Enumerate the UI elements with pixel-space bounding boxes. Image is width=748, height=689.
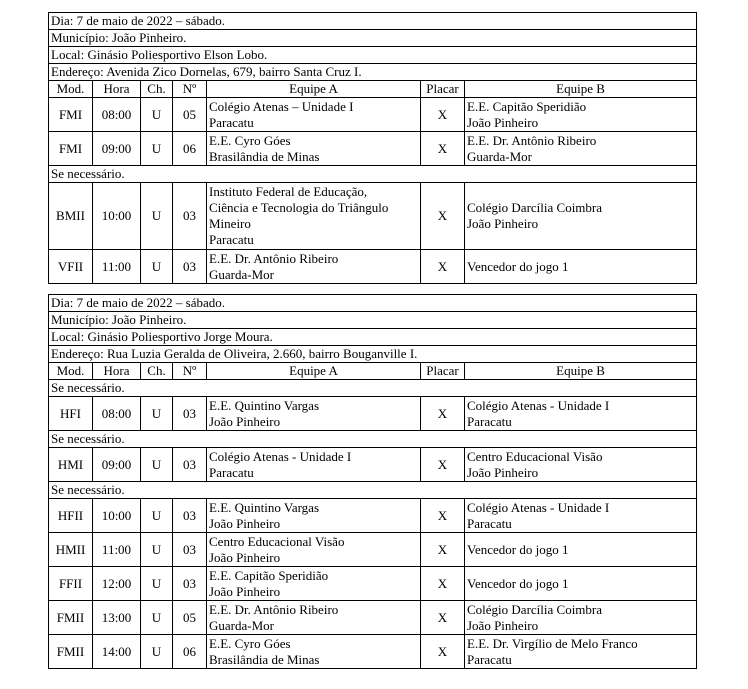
note-text: Se necessário. [49,380,697,397]
team-a-line: E.E. Cyro Góes [209,132,291,148]
team-b-line: Vencedor do jogo 1 [467,541,569,557]
note-row [49,482,697,499]
bracket-cell: U [141,397,173,431]
match-row [49,567,697,601]
note-text: Se necessário. [49,482,697,499]
team-a-cell [207,448,421,482]
time-cell: 11:00 [93,533,141,567]
modality-cell: HMI [49,448,93,482]
team-a-cell [207,567,421,601]
score-cell: X [421,183,465,250]
modality-cell: HMII [49,533,93,567]
col-header-equipe-b: Equipe B [465,363,697,380]
team-b-cell [465,448,697,482]
team-a-line: Guarda-Mor [209,617,274,633]
team-a-cell [207,635,421,669]
team-b-line: Colégio Atenas - Unidade I [467,499,610,515]
game-number-cell: 03 [173,448,207,482]
team-b-cell [465,533,697,567]
team-a-line: João Pinheiro [209,583,281,599]
team-b-line: Vencedor do jogo 1 [467,575,569,591]
bracket-cell: U [141,250,173,284]
team-b-cell [465,567,697,601]
team-a-line: Centro Educacional Visão [209,533,345,549]
modality-cell: FMI [49,132,93,166]
match-row [49,98,697,132]
team-a-line: E.E. Capitão Speridião [209,567,329,583]
game-number-cell: 03 [173,533,207,567]
team-a-cell [207,601,421,635]
team-b-cell [465,397,697,431]
time-cell: 09:00 [93,448,141,482]
col-header-n: Nº [173,81,207,98]
col-header-mod: Mod. [49,81,93,98]
time-cell: 10:00 [93,183,141,250]
team-a-line: Paracatu [209,464,254,480]
team-a-cell [207,98,421,132]
note-row [49,166,697,183]
bracket-cell: U [141,567,173,601]
bracket-cell: U [141,183,173,250]
team-b-line: E.E. Dr. Virgílio de Melo Franco [467,635,638,651]
time-cell: 14:00 [93,635,141,669]
team-b-cell [465,132,697,166]
match-row [49,183,697,250]
team-a-cell [207,183,421,250]
header-row [49,81,697,98]
address-row [49,346,697,363]
info-text: Município: João Pinheiro. [49,30,697,47]
schedule-table [48,294,697,669]
modality-cell: FMII [49,635,93,669]
modality-cell: FMII [49,601,93,635]
game-number-cell: 03 [173,183,207,250]
team-a-cell [207,533,421,567]
match-row [49,601,697,635]
modality-cell: HFII [49,499,93,533]
match-row [49,635,697,669]
city-row [49,312,697,329]
time-cell: 08:00 [93,98,141,132]
time-cell: 10:00 [93,499,141,533]
game-number-cell: 05 [173,601,207,635]
team-a-line: João Pinheiro [209,549,281,565]
note-text: Se necessário. [49,166,697,183]
address-row [49,64,697,81]
note-row [49,431,697,448]
team-b-cell [465,98,697,132]
city-row [49,30,697,47]
date-row [49,295,697,312]
col-header-placar: Placar [421,81,465,98]
team-b-line: João Pinheiro [467,216,539,231]
team-a-line: Colégio Atenas - Unidade I [209,448,352,464]
game-number-cell: 03 [173,499,207,533]
header-row [49,363,697,380]
col-header-ch: Ch. [141,363,173,380]
team-a-cell [207,132,421,166]
team-b-line: Colégio Atenas - Unidade I [467,397,610,413]
team-a-line: E.E. Quintino Vargas [209,397,320,413]
col-header-equipe-b: Equipe B [465,81,697,98]
game-number-cell: 06 [173,132,207,166]
score-cell: X [421,499,465,533]
col-header-hora: Hora [93,81,141,98]
team-b-line: Guarda-Mor [467,148,532,164]
modality-cell: VFII [49,250,93,284]
score-cell: X [421,567,465,601]
col-header-placar: Placar [421,363,465,380]
score-cell: X [421,397,465,431]
info-text: Dia: 7 de maio de 2022 – sábado. [49,295,697,312]
col-header-ch: Ch. [141,81,173,98]
bracket-cell: U [141,601,173,635]
time-cell: 08:00 [93,397,141,431]
team-a-line: João Pinheiro [209,413,281,429]
team-b-line: João Pinheiro [467,464,539,480]
team-b-cell [465,499,697,533]
col-header-equipe-a: Equipe A [207,81,421,98]
team-b-cell [465,601,697,635]
team-b-line: Colégio Darcília Coimbra [467,200,603,215]
team-b-cell [465,183,697,250]
score-cell: X [421,250,465,284]
note-text: Se necessário. [49,431,697,448]
match-row [49,499,697,533]
info-text: Endereço: Rua Luzia Geralda de Oliveira, 2.660, bairro Bouganville I. [49,346,697,363]
bracket-cell: U [141,635,173,669]
team-b-line: Paracatu [467,515,512,531]
schedule-table [48,12,697,284]
score-cell: X [421,635,465,669]
team-a-line: E.E. Cyro Góes [209,635,291,651]
score-cell: X [421,98,465,132]
team-a-line: Paracatu [209,232,254,247]
game-number-cell: 03 [173,567,207,601]
game-number-cell: 03 [173,250,207,284]
match-row [49,250,697,284]
bracket-cell: U [141,533,173,567]
team-a-line: E.E. Dr. Antônio Ribeiro [209,601,339,617]
team-a-line: E.E. Dr. Antônio Ribeiro [209,250,339,266]
info-text: Município: João Pinheiro. [49,312,697,329]
info-text: Dia: 7 de maio de 2022 – sábado. [49,13,697,30]
team-a-line: E.E. Quintino Vargas [209,499,320,515]
info-text: Local: Ginásio Poliesportivo Jorge Moura. [49,329,697,346]
col-header-n: Nº [173,363,207,380]
score-cell: X [421,132,465,166]
team-a-cell [207,397,421,431]
match-row [49,533,697,567]
team-a-cell [207,250,421,284]
col-header-mod: Mod. [49,363,93,380]
team-b-line: Paracatu [467,413,512,429]
team-a-line: Brasilândia de Minas [209,148,320,164]
match-row [49,448,697,482]
col-header-hora: Hora [93,363,141,380]
team-b-line: João Pinheiro [467,617,539,633]
info-text: Endereço: Avenida Zico Dornelas, 679, bairro Santa Cruz I. [49,64,697,81]
time-cell: 13:00 [93,601,141,635]
team-b-cell [465,250,697,284]
venue-row [49,47,697,64]
team-b-line: E.E. Capitão Speridião [467,98,587,114]
game-number-cell: 05 [173,98,207,132]
team-b-line: E.E. Dr. Antônio Ribeiro [467,132,597,148]
team-a-line: João Pinheiro [209,515,281,531]
team-b-line: João Pinheiro [467,114,539,130]
match-row [49,132,697,166]
score-cell: X [421,448,465,482]
modality-cell: HFI [49,397,93,431]
modality-cell: BMII [49,183,93,250]
venue-row [49,329,697,346]
time-cell: 12:00 [93,567,141,601]
bracket-cell: U [141,98,173,132]
game-number-cell: 03 [173,397,207,431]
team-b-cell [465,635,697,669]
score-cell: X [421,601,465,635]
info-text: Local: Ginásio Poliesportivo Elson Lobo. [49,47,697,64]
team-a-line: Brasilândia de Minas [209,651,320,667]
team-b-line: Paracatu [467,651,512,667]
team-b-line: Centro Educacional Visão [467,448,603,464]
modality-cell: FMI [49,98,93,132]
bracket-cell: U [141,132,173,166]
col-header-equipe-a: Equipe A [207,363,421,380]
team-b-line: Vencedor do jogo 1 [467,258,569,274]
bracket-cell: U [141,448,173,482]
team-a-line: Ciência e Tecnologia do Triângulo [209,200,389,215]
note-row [49,380,697,397]
team-a-line: Mineiro [209,216,251,231]
team-b-line: Colégio Darcília Coimbra [467,601,603,617]
score-cell: X [421,533,465,567]
time-cell: 11:00 [93,250,141,284]
team-a-cell [207,499,421,533]
game-number-cell: 06 [173,635,207,669]
modality-cell: FFII [49,567,93,601]
bracket-cell: U [141,499,173,533]
team-a-line: Guarda-Mor [209,266,274,282]
team-a-line: Paracatu [209,114,254,130]
time-cell: 09:00 [93,132,141,166]
team-a-line: Colégio Atenas – Unidade I [209,98,354,114]
team-a-line: Instituto Federal de Educação, [209,184,368,199]
match-row [49,397,697,431]
date-row [49,13,697,30]
